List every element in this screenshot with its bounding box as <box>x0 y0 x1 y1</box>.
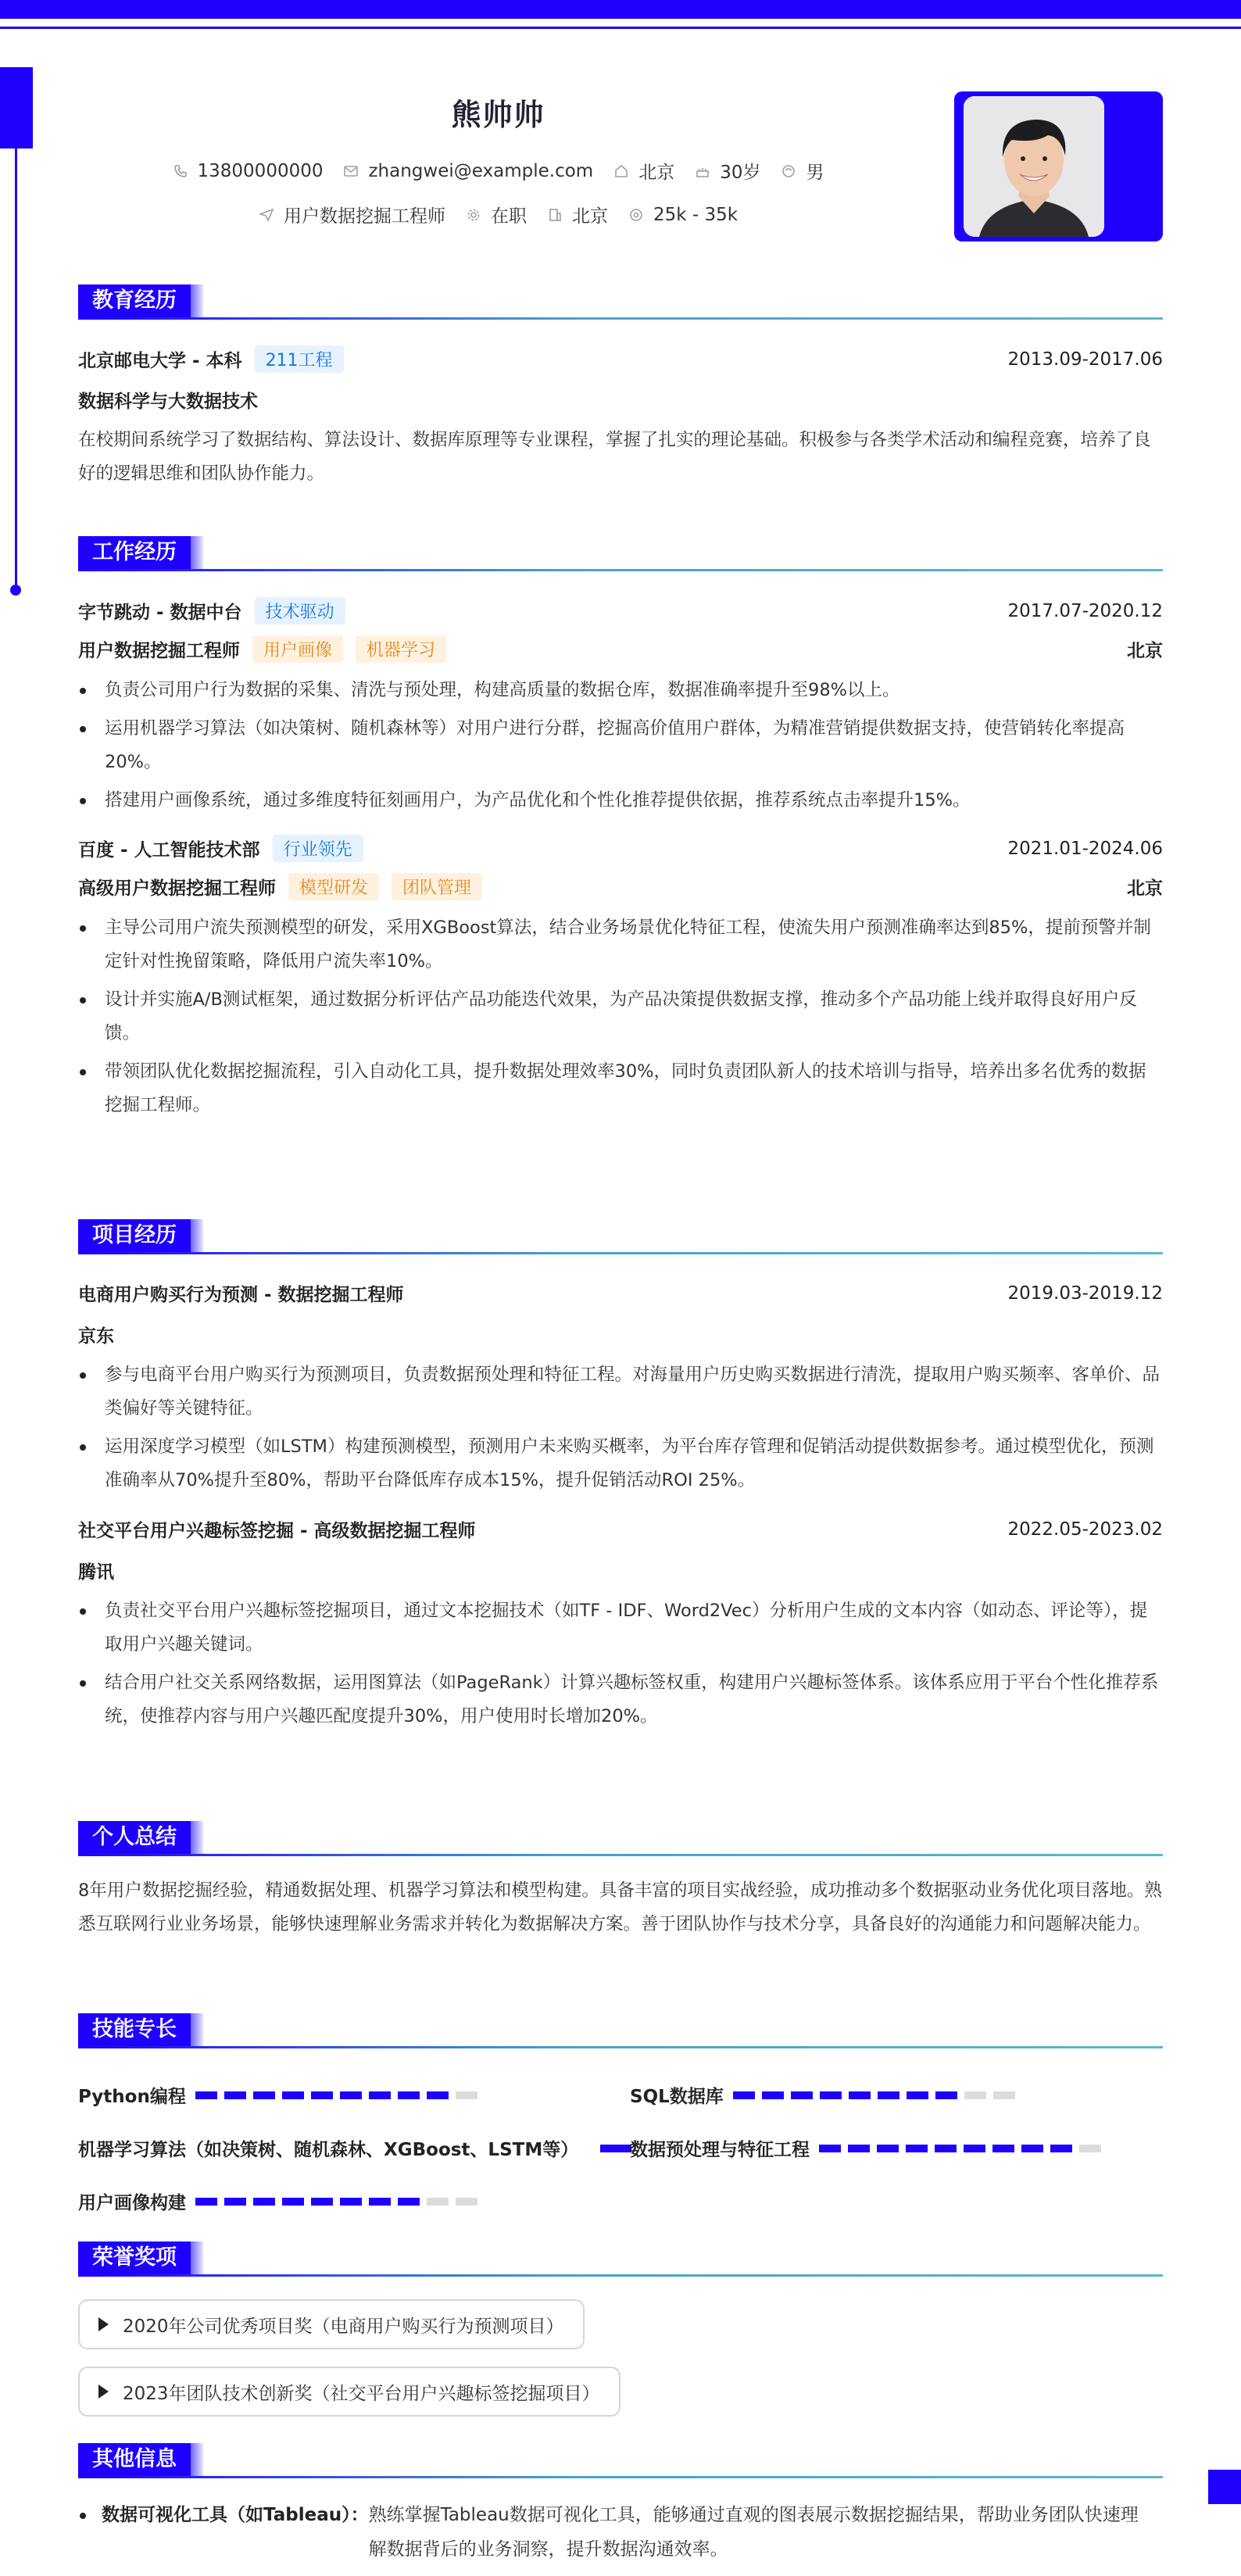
skill-segment-filled <box>369 2198 391 2206</box>
skill-segment-filled <box>340 2198 362 2206</box>
section-title-fade <box>191 536 203 569</box>
skill-segment-filled <box>848 2145 870 2152</box>
left-timeline-line <box>15 148 17 589</box>
work-date: 2017.07-2020.12 <box>1007 600 1163 621</box>
other-value: 熟练掌握Tableau数据可视化工具，能够通过直观的图表展示数据挖掘结果，帮助业务团队快速理解数据背后的业务洞察，提升数据沟通效率。 <box>368 2505 1139 2560</box>
skill-name: SQL数据库 <box>630 2087 724 2107</box>
list-item <box>78 2498 1163 2567</box>
section-title: 教育经历 <box>78 284 191 317</box>
skill-level-bar <box>819 2145 1101 2152</box>
photo-frame <box>954 91 1163 242</box>
phone-icon <box>173 163 188 179</box>
skill-segment-filled <box>224 2091 246 2099</box>
education-date: 2013.09-2017.06 <box>1007 349 1163 370</box>
coin-icon <box>628 207 644 223</box>
role-left <box>78 635 446 663</box>
company-tag: 技术驱动 <box>255 597 345 624</box>
skill-segment-filled <box>195 2091 217 2099</box>
section-title-fade <box>191 284 203 317</box>
skill-name: 机器学习算法（如决策树、随机森林、XGBoost、LSTM等） <box>78 2140 579 2160</box>
section-header <box>78 283 1163 322</box>
send-icon <box>259 207 274 223</box>
school-name: 北京邮电大学 - 本科 <box>78 351 242 371</box>
work-city: 北京 <box>1127 878 1163 899</box>
role-row <box>78 873 1163 900</box>
section-rule <box>78 1854 1163 1856</box>
top-accent-bar <box>0 0 1241 19</box>
skill-segment-empty <box>993 2091 1015 2099</box>
age-text: 30岁 <box>720 163 761 183</box>
skill-segment-filled <box>398 2091 420 2099</box>
skill-segment-filled <box>878 2091 899 2099</box>
work-city: 北京 <box>1127 641 1163 661</box>
skill-segment-filled <box>820 2091 842 2099</box>
section-header <box>78 2240 1163 2279</box>
candidate-name: 熊帅帅 <box>451 98 545 132</box>
role-left <box>78 873 482 900</box>
section-rule <box>78 2476 1163 2478</box>
job-intent-row <box>78 202 918 227</box>
section-header <box>78 535 1163 574</box>
list-item: 搭建用户画像系统，通过多维度特征刻画用户，为产品优化和个性化推荐提供依据，推荐系统点击率提升15%。 <box>78 784 1163 818</box>
role-title: 高级用户数据挖掘工程师 <box>78 878 276 899</box>
list-item: 负责社交平台用户兴趣标签挖掘项目，通过文本挖掘技术（如TF - IDF、Word2Vec）分析用户生成的文本内容（如动态、评论等），提取用户兴趣关键词。 <box>78 1594 1163 1662</box>
education-section <box>78 283 1163 491</box>
job-title-text: 用户数据挖掘工程师 <box>283 206 445 227</box>
skill-level-bar <box>600 2145 631 2152</box>
skill-level-bar <box>733 2091 1015 2099</box>
section-title: 个人总结 <box>78 1821 191 1854</box>
skill-segment-empty <box>456 2198 477 2206</box>
other-key: 数据可视化工具（如Tableau）： <box>102 2505 369 2525</box>
project-title: 社交平台用户兴趣标签挖掘 - 高级数据挖掘工程师 <box>78 1521 476 1541</box>
section-title-fade <box>191 2013 203 2046</box>
role-tag: 团队管理 <box>392 873 482 900</box>
award-item[interactable] <box>78 2367 620 2417</box>
skill-segment-filled <box>791 2091 813 2099</box>
skill-segment-filled <box>849 2091 871 2099</box>
skill-item <box>78 2188 477 2214</box>
skill-level-bar <box>195 2091 477 2099</box>
project-entry <box>78 1516 1163 1733</box>
work-section <box>78 535 1163 1127</box>
section-title: 工作经历 <box>78 536 191 569</box>
section-header <box>78 1218 1163 1257</box>
work-city-info <box>547 202 608 227</box>
section-title: 项目经历 <box>78 1219 191 1252</box>
section-rule <box>78 2046 1163 2048</box>
skill-segment-filled <box>369 2091 391 2099</box>
project-org-row <box>78 1322 1163 1347</box>
skill-segment-filled <box>733 2091 755 2099</box>
section-rule <box>78 569 1163 571</box>
gender-text: 男 <box>806 163 824 183</box>
project-org: 腾讯 <box>78 1562 114 1583</box>
skill-segment-empty <box>456 2091 477 2099</box>
project-section <box>78 1218 1163 1738</box>
email-text: zhangwei@example.com <box>368 160 594 181</box>
role-tag: 用户画像 <box>252 635 343 663</box>
work-date: 2021.01-2024.06 <box>1007 838 1163 859</box>
education-desc: 在校期间系统学习了数据结构、算法设计、数据库原理等专业课程，掌握了扎实的理论基础。积极参与各类学术活动和编程竞赛，培养了良好的逻辑思维和团队协作能力。 <box>78 430 1151 484</box>
major: 数据科学与大数据技术 <box>78 392 258 412</box>
major-row <box>78 387 1163 413</box>
skill-segment-filled <box>282 2091 304 2099</box>
caret-right-icon <box>98 2317 109 2331</box>
list-item: 负责公司用户行为数据的采集、清洗与预处理，构建高质量的数据仓库，数据准确率提升至98%以上。 <box>78 674 1163 707</box>
section-title: 技能专长 <box>78 2013 191 2046</box>
project-title: 电商用户购买行为预测 - 数据挖掘工程师 <box>78 1285 404 1305</box>
role-title: 用户数据挖掘工程师 <box>78 641 240 661</box>
building-icon <box>547 207 563 223</box>
company-row <box>78 835 1163 862</box>
skill-segment-filled <box>992 2145 1014 2152</box>
list-item: 结合用户社交关系网络数据，运用图算法（如PageRank）计算兴趣标签权重，构建用户兴趣标签体系。该体系应用于平台个性化推荐系统，使推荐内容与用户兴趣匹配度提升30%，用户使用时长增加20%。 <box>78 1666 1163 1733</box>
status-info <box>466 202 527 227</box>
work-bullets <box>78 674 1163 818</box>
education-row <box>78 345 1163 373</box>
skill-item <box>78 2135 631 2161</box>
city-info <box>613 158 674 184</box>
company-name: 字节跳动 - 数据中台 <box>78 603 242 623</box>
role-row <box>78 635 1163 663</box>
status-text: 在职 <box>490 206 527 227</box>
city-text: 北京 <box>638 163 675 183</box>
skill-segment-filled <box>340 2091 362 2099</box>
project-date: 2019.03-2019.12 <box>1007 1283 1163 1304</box>
skill-segment-filled <box>762 2091 784 2099</box>
work-city-text: 北京 <box>571 206 608 227</box>
list-item: 带领团队优化数据挖掘流程，引入自动化工具，提升数据处理效率30%，同时负责团队新人的技术培训与指导，培养出多名优秀的数据挖掘工程师。 <box>78 1055 1163 1122</box>
award-text: 2020年公司优秀项目奖（电商用户购买行为预测项目） <box>123 2316 564 2337</box>
list-item: 参与电商平台用户购买行为预测项目，负责数据预处理和特征工程。对海量用户历史购买数据进行清洗，提取用户购买频率、客单价、品类偏好等关键特征。 <box>78 1358 1163 1426</box>
skill-item <box>630 2082 1015 2108</box>
left-accent-tab <box>0 67 33 148</box>
email-info <box>343 158 593 184</box>
role-tag: 模型研发 <box>288 873 379 900</box>
skill-segment-filled <box>282 2198 304 2206</box>
skill-segment-filled <box>1050 2145 1072 2152</box>
resume-header <box>78 78 1163 250</box>
work-entry <box>78 597 1163 818</box>
company-left <box>78 597 345 624</box>
company-name: 百度 - 人工智能技术部 <box>78 840 260 860</box>
skill-segment-filled <box>195 2198 217 2206</box>
skill-segment-filled <box>819 2145 841 2152</box>
gear-icon <box>466 207 481 223</box>
education-left <box>78 345 344 373</box>
age-info <box>695 158 760 184</box>
work-entry <box>78 835 1163 1122</box>
award-item[interactable] <box>78 2299 585 2349</box>
section-header <box>78 1819 1163 1859</box>
skill-segment-filled <box>600 2145 631 2152</box>
right-accent-tab <box>1208 2470 1241 2504</box>
skill-segment-filled <box>964 2145 985 2152</box>
skills-section <box>78 2012 1163 2238</box>
top-accent-line <box>0 27 1241 29</box>
job-title-info <box>259 202 445 227</box>
skills-list <box>78 2051 1163 2238</box>
section-title-fade <box>191 1821 203 1854</box>
section-title: 荣誉奖项 <box>78 2241 191 2274</box>
section-rule <box>78 1252 1163 1254</box>
company-tag: 行业领先 <box>273 835 363 862</box>
skill-segment-filled <box>253 2091 275 2099</box>
role-tag: 机器学习 <box>356 635 446 663</box>
section-title: 其他信息 <box>78 2443 191 2476</box>
cake-icon <box>695 163 710 179</box>
skill-item <box>630 2135 1101 2161</box>
skill-segment-empty <box>1079 2145 1101 2152</box>
honors-list <box>78 2299 1163 2434</box>
skill-segment-empty <box>964 2091 986 2099</box>
mail-icon <box>343 163 359 179</box>
skill-segment-filled <box>877 2145 899 2152</box>
skill-segment-empty <box>427 2198 449 2206</box>
phone-text: 13800000000 <box>197 160 324 181</box>
award-text: 2023年团队技术创新奖（社交平台用户兴趣标签挖掘项目） <box>123 2383 600 2404</box>
skill-segment-filled <box>935 2145 957 2152</box>
summary-section <box>78 1819 1163 1941</box>
project-bullets <box>78 1358 1163 1497</box>
section-header <box>78 2442 1163 2481</box>
section-rule <box>78 2274 1163 2277</box>
section-title-fade <box>191 2443 203 2476</box>
skill-level-bar <box>195 2198 477 2206</box>
phone-info <box>173 158 324 184</box>
list-item: 运用深度学习模型（如LSTM）构建预测模型，预测用户未来购买概率，为平台库存管理和促销活动提供数据参考。通过模型优化，预测准确率从70%提升至80%，帮助平台降低库存成本15%，提升促销活动ROI 25%。 <box>78 1430 1163 1497</box>
skill-segment-filled <box>311 2091 333 2099</box>
company-left <box>78 835 363 862</box>
list-item: 主导公司用户流失预测模型的研发，采用XGBoost算法，结合业务场景优化特征工程，使流失用户预测准确率达到85%，提前预警并制定针对性挽留策略，降低用户流失率10%。 <box>78 911 1163 979</box>
left-timeline-dot <box>10 585 21 596</box>
project-bullets <box>78 1594 1163 1733</box>
skill-segment-filled <box>935 2091 957 2099</box>
summary-text: 8年用户数据挖掘经验，精通数据处理、机器学习算法和模型构建。具备丰富的项目实战经验，成功推动多个数据驱动业务优化项目落地。熟悉互联网行业业务场景，能够快速理解业务需求并转化为数据解决方案。善于团队协作与技术分享，具备良好的沟通能力和问题解决能力。 <box>78 1880 1162 1934</box>
avatar <box>964 96 1104 237</box>
user-icon <box>781 163 796 179</box>
work-bullets <box>78 911 1163 1122</box>
skill-segment-filled <box>224 2198 246 2206</box>
project-title-row <box>78 1280 1163 1306</box>
skill-segment-filled <box>311 2198 333 2206</box>
section-header <box>78 2012 1163 2051</box>
skill-segment-filled <box>253 2198 275 2206</box>
caret-right-icon <box>98 2385 109 2399</box>
contact-row <box>78 158 918 184</box>
skill-name: Python编程 <box>78 2087 186 2107</box>
skill-segment-filled <box>1021 2145 1043 2152</box>
skill-name: 数据预处理与特征工程 <box>630 2140 810 2160</box>
skill-segment-filled <box>906 2145 928 2152</box>
skill-segment-filled <box>907 2091 928 2099</box>
section-title-fade <box>191 2241 203 2274</box>
list-item: 设计并实施A/B测试框架，通过数据分析评估产品功能迭代效果，为产品决策提供数据支撑，推动多个产品功能上线并取得良好用户反馈。 <box>78 983 1163 1050</box>
skill-name: 用户画像构建 <box>78 2193 186 2213</box>
project-title-row <box>78 1516 1163 1542</box>
other-section <box>78 2442 1163 2567</box>
gender-info <box>781 158 824 184</box>
company-row <box>78 597 1163 624</box>
project-date: 2022.05-2023.02 <box>1007 1519 1163 1540</box>
salary-text: 25k - 35k <box>653 204 739 225</box>
school-tag: 211工程 <box>255 345 344 373</box>
project-org: 京东 <box>78 1326 114 1347</box>
skill-item <box>78 2082 477 2108</box>
section-rule <box>78 317 1163 320</box>
honors-section <box>78 2240 1163 2434</box>
skill-segment-filled <box>427 2091 449 2099</box>
salary-info <box>628 202 738 227</box>
project-entry <box>78 1280 1163 1497</box>
home-icon <box>613 163 629 179</box>
list-item: 运用机器学习算法（如决策树、随机森林等）对用户进行分群，挖掘高价值用户群体，为精准营销提供数据支持，使营销转化率提高20%。 <box>78 712 1163 779</box>
project-org-row <box>78 1558 1163 1583</box>
skill-segment-filled <box>398 2198 420 2206</box>
section-title-fade <box>191 1219 203 1252</box>
